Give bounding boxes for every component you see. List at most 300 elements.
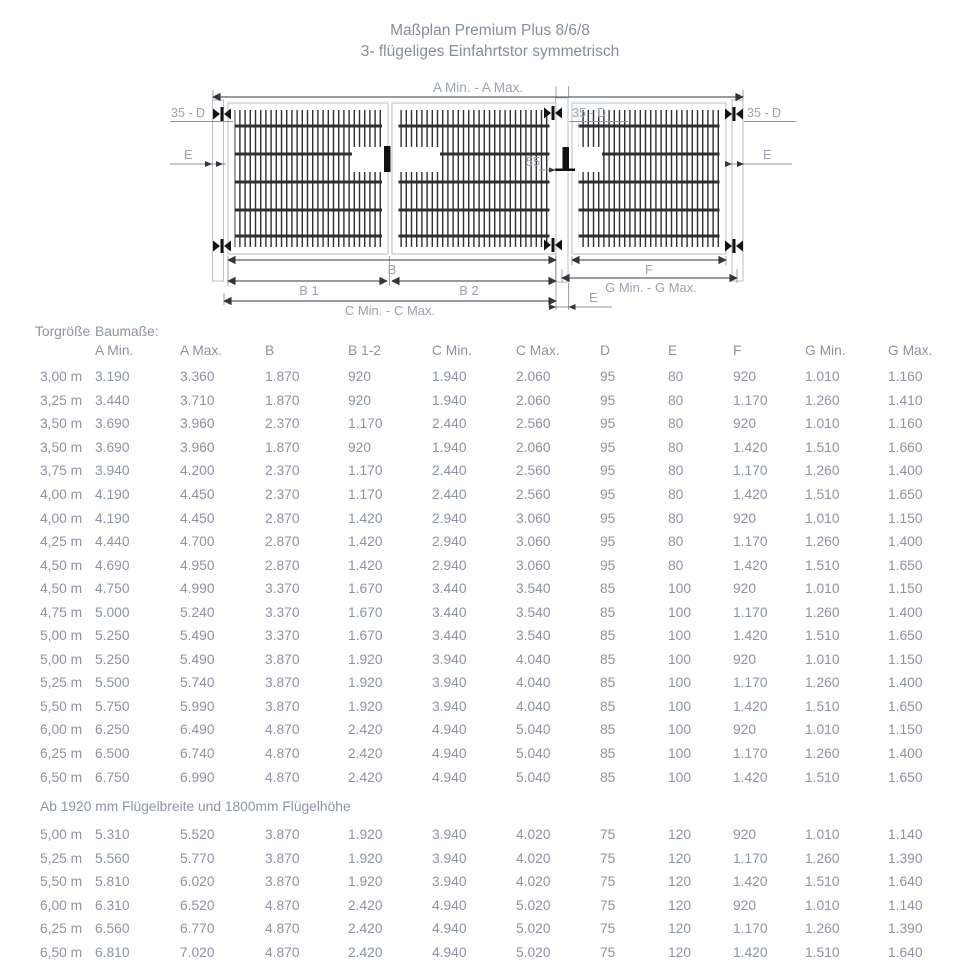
cell-f: 1.170 xyxy=(733,675,768,691)
cell-c-max: 2.060 xyxy=(516,369,551,385)
cell-b1-2: 2.420 xyxy=(348,921,383,937)
cell-b1-2: 920 xyxy=(348,392,372,408)
cell-g-max: 1.150 xyxy=(888,510,923,526)
cell-c-max: 5.020 xyxy=(516,944,551,960)
table-row xyxy=(35,742,950,766)
cell-d: 95 xyxy=(600,439,616,455)
cell-b1-2: 1.670 xyxy=(348,628,383,644)
cell-g-min: 1.010 xyxy=(805,416,840,432)
cell-a-max: 5.520 xyxy=(180,827,215,843)
cell-torgroesse: 5,25 m xyxy=(40,675,83,691)
cell-a-max: 4.450 xyxy=(180,487,215,502)
cell-torgroesse: 6,25 m xyxy=(40,746,83,762)
label-e-bottom: E xyxy=(589,290,598,305)
gate-wing-2-bars xyxy=(399,110,550,247)
cell-b: 4.870 xyxy=(265,897,300,913)
cell-b1-2: 1.920 xyxy=(348,651,383,667)
cell-d: 95 xyxy=(600,463,616,479)
cell-c-max: 3.060 xyxy=(516,510,551,526)
cell-b1-2: 920 xyxy=(348,439,372,455)
cell-torgroesse: 6,00 m xyxy=(40,722,83,738)
cell-b: 3.370 xyxy=(265,581,300,597)
label-e-right: E xyxy=(763,147,772,162)
col-header-c-min: C Min. xyxy=(432,343,472,358)
cell-torgroesse: 5,00 m xyxy=(40,628,83,644)
cell-e: 80 xyxy=(668,557,684,573)
cell-a-min: 3.190 xyxy=(95,369,130,385)
cell-c-min: 3.940 xyxy=(432,698,467,714)
label-f: F xyxy=(645,262,653,277)
cell-b1-2: 920 xyxy=(348,369,372,385)
cell-g-max: 1.150 xyxy=(888,581,923,597)
col-header-a-min: A Min. xyxy=(95,343,134,358)
label-e-left: E xyxy=(184,147,193,162)
cell-a-max: 4.990 xyxy=(180,581,215,597)
cell-c-max: 2.060 xyxy=(516,392,551,408)
cell-e: 80 xyxy=(668,392,684,408)
cell-e: 120 xyxy=(668,897,692,913)
table-row xyxy=(35,553,950,577)
middle-post xyxy=(556,98,569,282)
table-row xyxy=(35,765,950,789)
cell-torgroesse: 6,50 m xyxy=(40,944,83,960)
table-row xyxy=(35,577,950,601)
cell-g-max: 1.150 xyxy=(888,651,923,667)
wing-3-drop-bolt-foot xyxy=(555,169,575,172)
cell-g-min: 1.510 xyxy=(805,944,840,960)
cell-c-min: 3.940 xyxy=(432,850,467,866)
cell-g-max: 1.150 xyxy=(888,722,923,738)
cell-g-min: 1.510 xyxy=(805,769,840,785)
table-row xyxy=(35,870,950,894)
cell-a-max: 5.770 xyxy=(180,850,215,866)
cell-d: 75 xyxy=(600,944,616,960)
cell-c-max: 3.540 xyxy=(516,581,551,597)
cell-e: 100 xyxy=(668,581,692,597)
cell-e: 80 xyxy=(668,487,684,502)
cell-e: 120 xyxy=(668,827,692,843)
cell-a-min: 5.000 xyxy=(95,604,130,620)
cell-g-min: 1.010 xyxy=(805,581,840,597)
cell-c-min: 2.940 xyxy=(432,557,467,573)
cell-d: 75 xyxy=(600,874,616,890)
cell-torgroesse: 3,50 m xyxy=(40,439,83,455)
cell-b: 2.870 xyxy=(265,534,300,550)
cell-c-max: 5.040 xyxy=(516,722,551,738)
cell-a-max: 6.990 xyxy=(180,769,215,785)
cell-a-min: 5.500 xyxy=(95,675,130,691)
cell-e: 100 xyxy=(668,769,692,785)
cell-a-max: 4.450 xyxy=(180,510,215,526)
cell-f: 1.170 xyxy=(733,604,768,620)
table-row xyxy=(35,483,950,507)
cell-c-max: 2.060 xyxy=(516,439,551,455)
cell-a-min: 6.250 xyxy=(95,722,130,738)
cell-d: 95 xyxy=(600,557,616,573)
cell-g-min: 1.260 xyxy=(805,921,840,937)
cell-a-max: 6.020 xyxy=(180,874,215,890)
cell-a-min: 5.250 xyxy=(95,628,130,644)
cell-a-max: 6.770 xyxy=(180,921,215,937)
cell-d: 85 xyxy=(600,628,616,644)
cell-b: 3.870 xyxy=(265,651,300,667)
gate-technical-drawing xyxy=(0,76,960,322)
cell-f: 920 xyxy=(733,827,757,843)
cell-g-min: 1.260 xyxy=(805,746,840,762)
table-row xyxy=(35,412,950,436)
cell-c-min: 1.940 xyxy=(432,369,467,385)
table-row xyxy=(35,846,950,870)
cell-e: 80 xyxy=(668,416,684,432)
cell-f: 1.170 xyxy=(733,921,768,937)
table-column-header-row xyxy=(35,341,950,360)
cell-torgroesse: 4,25 m xyxy=(40,534,83,550)
cell-g-max: 1.160 xyxy=(888,369,923,385)
cell-c-max: 2.560 xyxy=(516,416,551,432)
cell-a-max: 3.960 xyxy=(180,439,215,455)
cell-g-min: 1.260 xyxy=(805,392,840,408)
table-row xyxy=(35,671,950,695)
cell-c-max: 3.540 xyxy=(516,628,551,644)
cell-d: 85 xyxy=(600,722,616,738)
cell-a-max: 5.490 xyxy=(180,628,215,644)
cell-g-max: 1.400 xyxy=(888,534,923,550)
cell-b1-2: 1.920 xyxy=(348,874,383,890)
cell-b: 3.870 xyxy=(265,850,300,866)
cell-torgroesse: 5,50 m xyxy=(40,874,83,890)
cell-c-min: 3.940 xyxy=(432,827,467,843)
col-header-a-max: A Max. xyxy=(180,343,223,358)
cell-g-max: 1.650 xyxy=(888,487,923,502)
cell-g-min: 1.010 xyxy=(805,827,840,843)
col-header-f: F xyxy=(733,343,742,358)
cell-d: 75 xyxy=(600,921,616,937)
cell-c-min: 2.940 xyxy=(432,510,467,526)
cell-d: 85 xyxy=(600,769,616,785)
cell-e: 100 xyxy=(668,651,692,667)
cell-b: 3.870 xyxy=(265,698,300,714)
page-subtitle: 3- flügeliges Einfahrtstor symmetrisch xyxy=(360,43,620,60)
cell-a-max: 3.360 xyxy=(180,369,215,385)
label-a-span: A Min. - A Max. xyxy=(432,80,524,95)
cell-e: 100 xyxy=(668,722,692,738)
cell-g-min: 1.510 xyxy=(805,874,840,890)
cell-e: 100 xyxy=(668,746,692,762)
label-d-mid: 35 - D xyxy=(572,106,607,120)
cell-torgroesse: 4,00 m xyxy=(40,487,83,502)
cell-g-min: 1.510 xyxy=(805,487,840,502)
cell-g-max: 1.650 xyxy=(888,698,923,714)
cell-f: 920 xyxy=(733,897,757,913)
cell-b1-2: 2.420 xyxy=(348,769,383,785)
lock-gap-wing-2 xyxy=(398,147,440,172)
cell-c-max: 4.040 xyxy=(516,698,551,714)
table-row xyxy=(35,436,950,460)
cell-b1-2: 1.420 xyxy=(348,557,383,573)
cell-d: 95 xyxy=(600,510,616,526)
cell-c-max: 4.020 xyxy=(516,827,551,843)
cell-b: 4.870 xyxy=(265,944,300,960)
label-55: 55 xyxy=(526,155,540,169)
cell-d: 95 xyxy=(600,369,616,385)
cell-a-max: 4.700 xyxy=(180,534,215,550)
col-header-g-max: G Max. xyxy=(888,343,933,358)
table-row xyxy=(35,941,950,965)
cell-a-min: 4.440 xyxy=(95,534,130,550)
left-post xyxy=(213,100,224,281)
cell-g-min: 1.260 xyxy=(805,675,840,691)
cell-e: 80 xyxy=(668,439,684,455)
cell-f: 1.420 xyxy=(733,628,768,644)
cell-g-max: 1.650 xyxy=(888,628,923,644)
cell-g-max: 1.640 xyxy=(888,944,923,960)
cell-c-min: 3.440 xyxy=(432,628,467,644)
right-post xyxy=(732,100,743,281)
cell-g-max: 1.650 xyxy=(888,557,923,573)
cell-e: 120 xyxy=(668,850,692,866)
gate-wing-3-bars xyxy=(579,110,720,247)
col-header-b1-2: B 1-2 xyxy=(348,343,381,358)
cell-g-min: 1.510 xyxy=(805,628,840,644)
cell-b: 4.870 xyxy=(265,722,300,738)
cell-f: 1.420 xyxy=(733,487,768,502)
cell-c-max: 3.060 xyxy=(516,557,551,573)
label-d-right: 35 - D xyxy=(747,106,782,120)
cell-b1-2: 1.920 xyxy=(348,675,383,691)
cell-e: 80 xyxy=(668,510,684,526)
cell-torgroesse: 3,50 m xyxy=(40,416,83,432)
cell-b1-2: 2.420 xyxy=(348,944,383,960)
cell-a-min: 6.560 xyxy=(95,921,130,937)
cell-b: 3.370 xyxy=(265,628,300,644)
cell-b: 4.870 xyxy=(265,769,300,785)
cell-torgroesse: 4,75 m xyxy=(40,604,83,620)
cell-a-max: 6.520 xyxy=(180,897,215,913)
cell-b1-2: 1.920 xyxy=(348,827,383,843)
col-group-header-baumasse: Baumaße: xyxy=(95,324,159,339)
table-section-1 xyxy=(35,365,950,789)
cell-c-max: 4.040 xyxy=(516,675,551,691)
cell-a-max: 4.950 xyxy=(180,557,215,573)
cell-a-max: 6.740 xyxy=(180,746,215,762)
cell-g-min: 1.260 xyxy=(805,850,840,866)
cell-g-min: 1.510 xyxy=(805,698,840,714)
cell-d: 95 xyxy=(600,392,616,408)
cell-g-max: 1.140 xyxy=(888,827,923,843)
cell-c-min: 3.940 xyxy=(432,651,467,667)
cell-g-min: 1.010 xyxy=(805,510,840,526)
cell-a-min: 5.560 xyxy=(95,850,130,866)
cell-a-max: 3.710 xyxy=(180,392,215,408)
cell-c-min: 3.440 xyxy=(432,604,467,620)
cell-f: 920 xyxy=(733,369,757,385)
cell-d: 95 xyxy=(600,487,616,502)
section-2-note: Ab 1920 mm Flügelbreite und 1800mm Flügelhöhe xyxy=(40,798,351,814)
cell-f: 920 xyxy=(733,581,757,597)
cell-b: 1.870 xyxy=(265,392,300,408)
cell-torgroesse: 5,00 m xyxy=(40,827,83,843)
cell-a-min: 6.310 xyxy=(95,897,130,913)
cell-g-max: 1.660 xyxy=(888,439,923,455)
table-row xyxy=(35,823,950,847)
cell-f: 1.420 xyxy=(733,874,768,890)
cell-b: 2.370 xyxy=(265,487,300,502)
cell-torgroesse: 5,50 m xyxy=(40,698,83,714)
cell-b: 2.870 xyxy=(265,557,300,573)
cell-g-min: 1.010 xyxy=(805,651,840,667)
cell-c-max: 5.040 xyxy=(516,746,551,762)
cell-c-min: 1.940 xyxy=(432,392,467,408)
cell-e: 80 xyxy=(668,534,684,550)
cell-c-min: 3.440 xyxy=(432,581,467,597)
cell-a-max: 7.020 xyxy=(180,944,215,960)
cell-a-min: 3.690 xyxy=(95,439,130,455)
cell-b1-2: 1.420 xyxy=(348,534,383,550)
cell-a-min: 5.750 xyxy=(95,698,130,714)
cell-f: 1.420 xyxy=(733,557,768,573)
cell-f: 920 xyxy=(733,722,757,738)
cell-c-max: 4.040 xyxy=(516,651,551,667)
label-g-span: G Min. - G Max. xyxy=(605,280,697,295)
cell-a-min: 5.810 xyxy=(95,874,130,890)
title-block xyxy=(20,20,960,62)
cell-a-max: 5.240 xyxy=(180,604,215,620)
cell-d: 85 xyxy=(600,581,616,597)
cell-torgroesse: 3,00 m xyxy=(40,369,83,385)
cell-b: 1.870 xyxy=(265,369,300,385)
cell-g-min: 1.260 xyxy=(805,463,840,479)
col-header-c-max: C Max. xyxy=(516,343,560,358)
cell-a-min: 4.190 xyxy=(95,487,130,502)
cell-c-min: 4.940 xyxy=(432,722,467,738)
cell-a-min: 4.190 xyxy=(95,510,130,526)
cell-b1-2: 2.420 xyxy=(348,722,383,738)
cell-c-max: 4.020 xyxy=(516,850,551,866)
col-header-g-min: G Min. xyxy=(805,343,846,358)
cell-b: 3.870 xyxy=(265,827,300,843)
cell-e: 80 xyxy=(668,369,684,385)
cell-b1-2: 1.170 xyxy=(348,463,383,479)
col-header-torgroesse: Torgröße xyxy=(35,324,91,339)
cell-g-max: 1.650 xyxy=(888,769,923,785)
cell-e: 120 xyxy=(668,944,692,960)
table-row xyxy=(35,530,950,554)
cell-c-min: 1.940 xyxy=(432,439,467,455)
cell-g-min: 1.510 xyxy=(805,557,840,573)
cell-g-max: 1.140 xyxy=(888,897,923,913)
cell-d: 85 xyxy=(600,651,616,667)
gate-wing-1-bars xyxy=(235,110,383,247)
cell-b: 4.870 xyxy=(265,746,300,762)
cell-c-min: 4.940 xyxy=(432,944,467,960)
cell-a-max: 4.200 xyxy=(180,463,215,479)
cell-g-max: 1.390 xyxy=(888,921,923,937)
dimension-table xyxy=(35,322,950,964)
cell-f: 1.170 xyxy=(733,534,768,550)
cell-a-max: 6.490 xyxy=(180,722,215,738)
cell-g-max: 1.640 xyxy=(888,874,923,890)
cell-torgroesse: 3,25 m xyxy=(40,392,83,408)
cell-torgroesse: 3,75 m xyxy=(40,463,83,479)
cell-a-max: 5.490 xyxy=(180,651,215,667)
table-row xyxy=(35,506,950,530)
label-b: B xyxy=(387,262,397,277)
cell-e: 120 xyxy=(668,874,692,890)
cell-g-max: 1.390 xyxy=(888,850,923,866)
cell-e: 80 xyxy=(668,463,684,479)
cell-b1-2: 1.670 xyxy=(348,604,383,620)
table-row xyxy=(35,718,950,742)
cell-c-max: 3.540 xyxy=(516,604,551,620)
cell-d: 85 xyxy=(600,604,616,620)
cell-d: 75 xyxy=(600,897,616,913)
cell-f: 1.420 xyxy=(733,439,768,455)
cell-a-min: 4.750 xyxy=(95,581,130,597)
cell-b1-2: 1.170 xyxy=(348,487,383,502)
cell-c-max: 5.020 xyxy=(516,897,551,913)
cell-c-min: 3.940 xyxy=(432,874,467,890)
cell-g-max: 1.400 xyxy=(888,463,923,479)
col-header-e: E xyxy=(668,343,678,358)
cell-c-max: 3.060 xyxy=(516,534,551,550)
cell-torgroesse: 4,50 m xyxy=(40,581,83,597)
cell-g-max: 1.400 xyxy=(888,604,923,620)
cell-c-min: 4.940 xyxy=(432,746,467,762)
cell-f: 1.170 xyxy=(733,746,768,762)
cell-f: 920 xyxy=(733,416,757,432)
lock-gap-wing-3 xyxy=(578,147,602,172)
label-b2: B 2 xyxy=(459,283,479,298)
cell-b: 1.870 xyxy=(265,439,300,455)
col-header-b: B xyxy=(265,343,275,358)
cell-g-min: 1.260 xyxy=(805,604,840,620)
cell-a-max: 5.990 xyxy=(180,698,215,714)
cell-b1-2: 1.670 xyxy=(348,581,383,597)
cell-a-min: 5.250 xyxy=(95,651,130,667)
cell-c-min: 4.940 xyxy=(432,897,467,913)
cell-c-max: 2.560 xyxy=(516,463,551,479)
table-group-header-row xyxy=(35,322,950,341)
cell-c-max: 4.020 xyxy=(516,874,551,890)
cell-g-max: 1.400 xyxy=(888,675,923,691)
cell-torgroesse: 6,00 m xyxy=(40,897,83,913)
lock-gap-wing-1 xyxy=(352,147,382,172)
cell-c-min: 2.440 xyxy=(432,416,467,432)
cell-a-min: 3.940 xyxy=(95,463,130,479)
cell-c-max: 5.040 xyxy=(516,769,551,785)
cell-b: 4.870 xyxy=(265,921,300,937)
page-title: Maßplan Premium Plus 8/6/8 xyxy=(390,22,590,39)
cell-torgroesse: 6,25 m xyxy=(40,921,83,937)
cell-g-min: 1.010 xyxy=(805,897,840,913)
wing-3-drop-bolt xyxy=(563,147,570,169)
cell-b1-2: 2.420 xyxy=(348,746,383,762)
cell-g-max: 1.160 xyxy=(888,416,923,432)
table-row xyxy=(35,600,950,624)
cell-b1-2: 1.920 xyxy=(348,850,383,866)
cell-e: 100 xyxy=(668,628,692,644)
cell-d: 95 xyxy=(600,534,616,550)
cell-d: 75 xyxy=(600,827,616,843)
cell-c-max: 2.560 xyxy=(516,487,551,502)
cell-torgroesse: 6,50 m xyxy=(40,769,83,785)
cell-f: 1.420 xyxy=(733,944,768,960)
cell-c-min: 4.940 xyxy=(432,921,467,937)
cell-f: 1.170 xyxy=(733,463,768,479)
cell-a-min: 6.750 xyxy=(95,769,130,785)
cell-b: 3.870 xyxy=(265,874,300,890)
table-row xyxy=(35,624,950,648)
